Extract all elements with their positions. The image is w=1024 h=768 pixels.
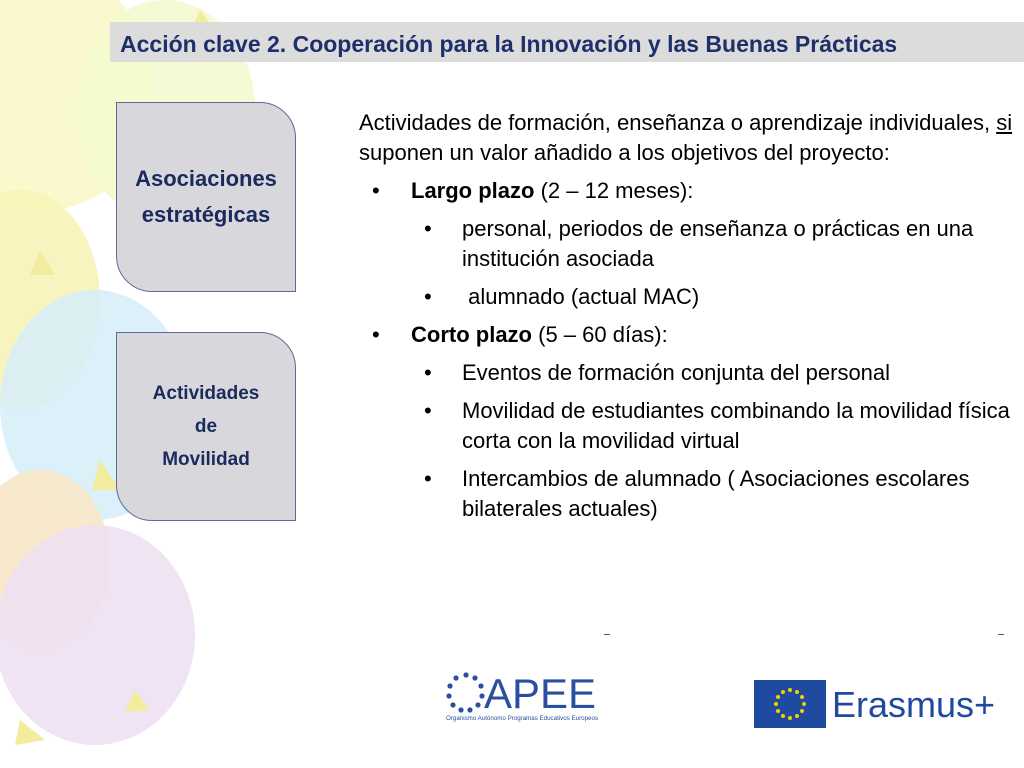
bullet-heading: Corto plazo: [411, 322, 532, 347]
apee-wordmark: APEE: [484, 670, 597, 717]
box-label-line: Asociaciones: [135, 166, 277, 191]
bullet-icon: •: [424, 360, 432, 385]
sub-bullet: [359, 464, 1019, 524]
erasmus-wordmark: Erasmus+: [832, 684, 996, 725]
bullet-icon: •: [424, 216, 432, 241]
bullet-icon: •: [424, 398, 432, 423]
divider-mark: [998, 634, 1004, 635]
slide-title: Acción clave 2. Cooperación para la Innovación y las Buenas Prácticas: [120, 31, 898, 57]
box-label-line: de: [194, 416, 218, 437]
apee-logo: [444, 670, 610, 722]
intro-text-end: suponen un valor añadido a los objetivos del proyecto:: [359, 140, 890, 165]
apee-star-ring-icon: [446, 672, 484, 712]
bullet-largo-plazo: [359, 176, 1019, 206]
intro-text: Actividades de formación, enseñanza o aprendizaje individuales,: [359, 110, 997, 135]
bullet-corto-plazo: [359, 320, 1019, 350]
bullet-heading: Largo plazo: [411, 178, 535, 203]
sub-bullet-text: Movilidad de estudiantes combinando la movilidad física corta con la movilidad virtual: [462, 398, 1010, 453]
actividades-movilidad-box: [116, 332, 296, 521]
sub-bullet-text: Intercambios de alumnado ( Asociaciones escolares bilaterales actuales): [462, 466, 970, 521]
asociaciones-estrategicas-box: [116, 102, 296, 292]
title-bar: [110, 22, 1024, 62]
bullet-icon: •: [424, 284, 432, 309]
sub-bullet-text: personal, periodos de enseñanza o prácticas en una institución asociada: [462, 216, 974, 271]
bullet-icon: •: [372, 178, 380, 203]
box-label-line: Movilidad: [162, 449, 250, 470]
intro-paragraph: [359, 108, 1019, 168]
sub-bullet: [359, 396, 1019, 456]
box-label-line: estratégicas: [141, 202, 271, 227]
slide-content: [359, 108, 1019, 532]
box-label-line: Actividades: [152, 383, 260, 404]
bullet-detail: (5 – 60 días):: [532, 322, 668, 347]
underlined-si: si: [996, 110, 1013, 135]
sub-bullet-text: alumnado (actual MAC): [462, 284, 700, 309]
divider-mark: [604, 634, 610, 635]
sub-bullet-text: Eventos de formación conjunta del personal: [462, 360, 891, 385]
apee-subtitle: Organismo Autónomo Programas Educativos Europeos: [446, 715, 599, 722]
sub-bullet: [359, 282, 1019, 312]
bullet-icon: •: [372, 322, 380, 347]
eu-flag-icon: [754, 680, 826, 728]
sub-bullet: [359, 214, 1019, 274]
bullet-icon: •: [424, 466, 432, 491]
sub-bullet: [359, 358, 1019, 388]
bullet-detail: (2 – 12 meses):: [534, 178, 694, 203]
